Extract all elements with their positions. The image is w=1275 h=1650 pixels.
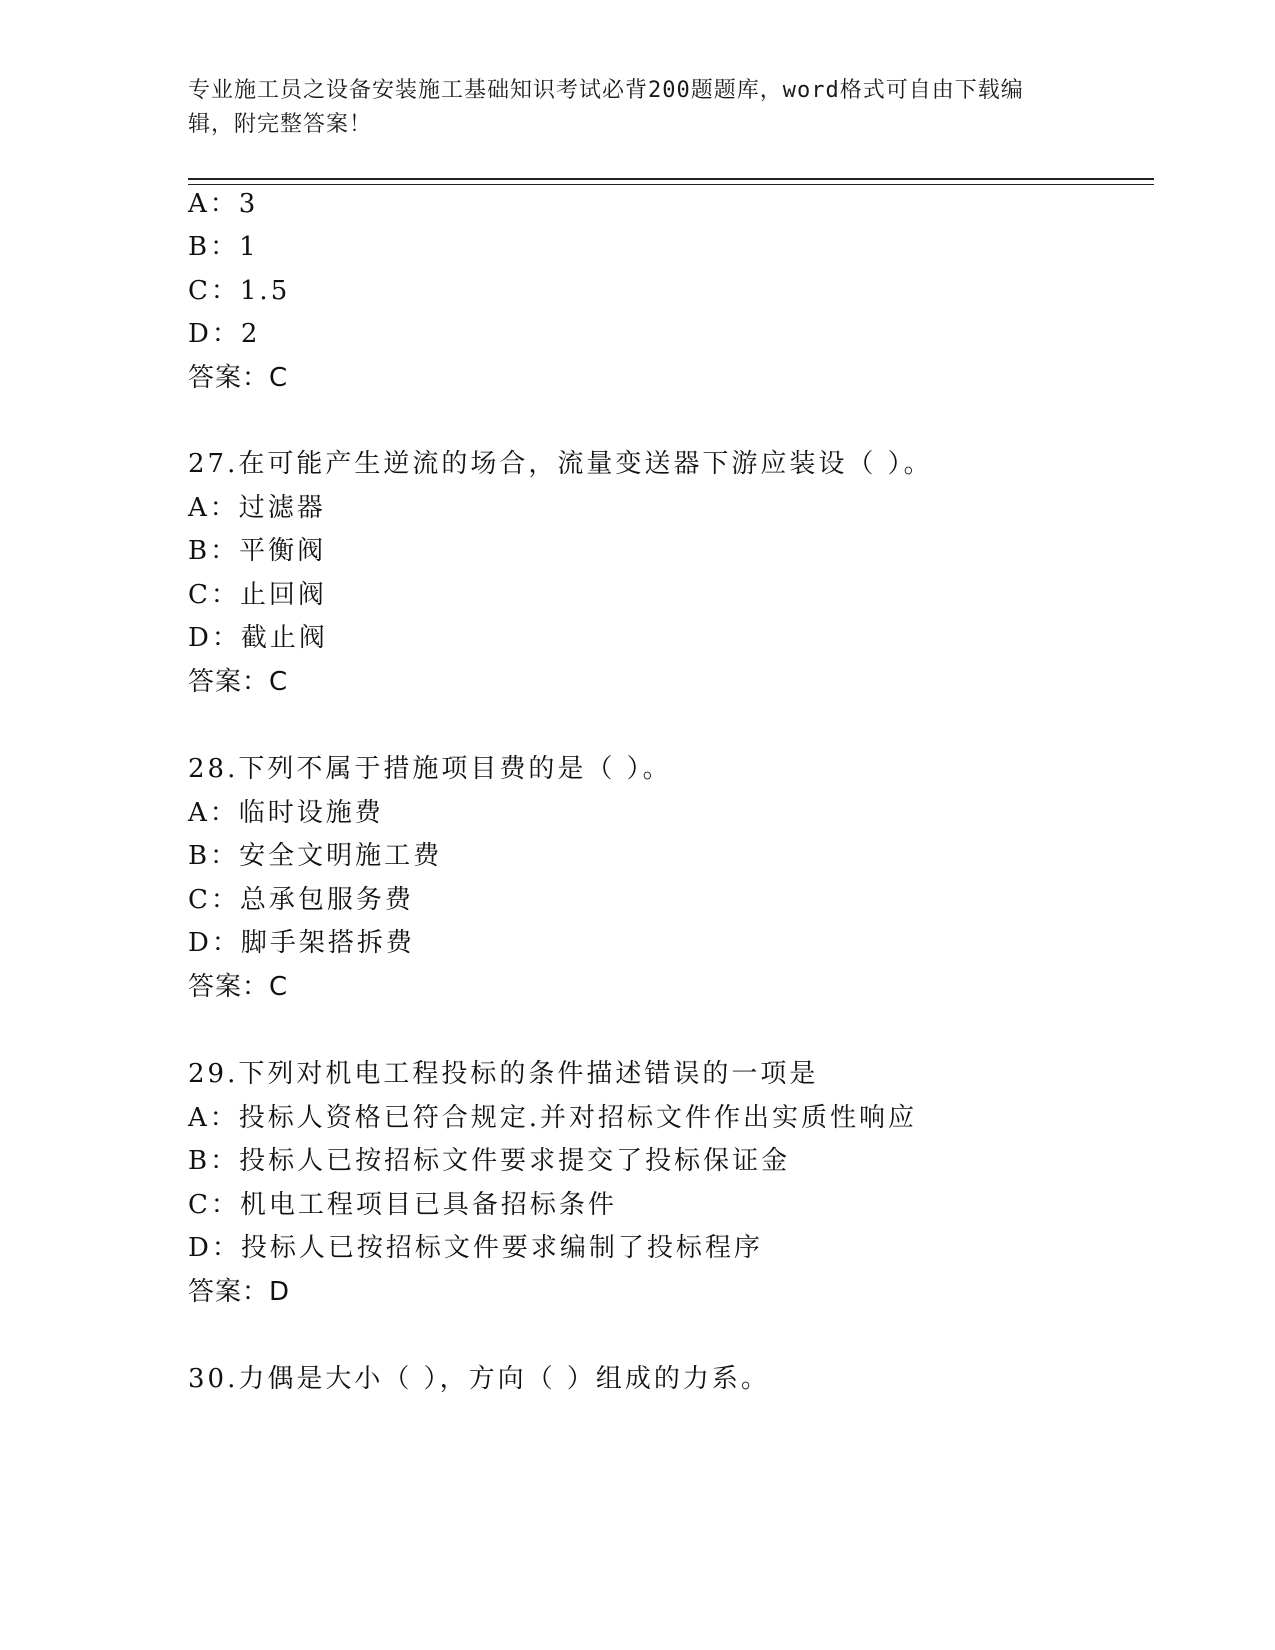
document-header: 专业施工员之设备安装施工基础知识考试必背200题题库，word格式可自由下载编辑，附完整答案！: [188, 78, 1024, 137]
q27-option-c: C：止回阀: [188, 580, 327, 610]
q29-option-a: A：投标人资格已符合规定.并对招标文件作出实质性响应: [188, 1103, 918, 1133]
q26-option-c: C：1.5: [188, 276, 291, 306]
q27-stem: 27.在可能产生逆流的场合，流量变送器下游应装设（ ）。: [188, 449, 933, 479]
q29-option-b: B：投标人已按招标文件要求提交了投标保证金: [188, 1146, 791, 1176]
q26-option-b: B：1: [188, 232, 259, 262]
q28-option-d: D：脚手架搭拆费: [188, 928, 415, 958]
q29-option-d: D：投标人已按招标文件要求编制了投标程序: [188, 1233, 763, 1263]
q29-stem: 29.下列对机电工程投标的条件描述错误的一项是: [188, 1059, 819, 1089]
q26-option-d: D：2: [188, 319, 261, 349]
q27-option-a: A：过滤器: [188, 493, 326, 523]
q27-option-d: D：截止阀: [188, 623, 328, 653]
q29-answer: 答案：D: [188, 1277, 291, 1307]
q28-option-a: A：临时设施费: [188, 798, 384, 828]
q28-stem: 28.下列不属于措施项目费的是（ ）。: [188, 754, 672, 784]
q28-option-b: B：安全文明施工费: [188, 841, 443, 871]
q29-option-c: C：机电工程项目已具备招标条件: [188, 1190, 617, 1220]
q28-option-c: C：总承包服务费: [188, 885, 414, 915]
q26-option-a: A：3: [188, 189, 259, 219]
header-rule: [188, 178, 1154, 185]
q26-answer: 答案：C: [188, 363, 289, 393]
q27-option-b: B：平衡阀: [188, 536, 327, 566]
q28-answer: 答案：C: [188, 972, 289, 1002]
q27-answer: 答案：C: [188, 667, 289, 697]
q30-stem: 30.力偶是大小（ ），方向（ ）组成的力系。: [188, 1364, 770, 1394]
